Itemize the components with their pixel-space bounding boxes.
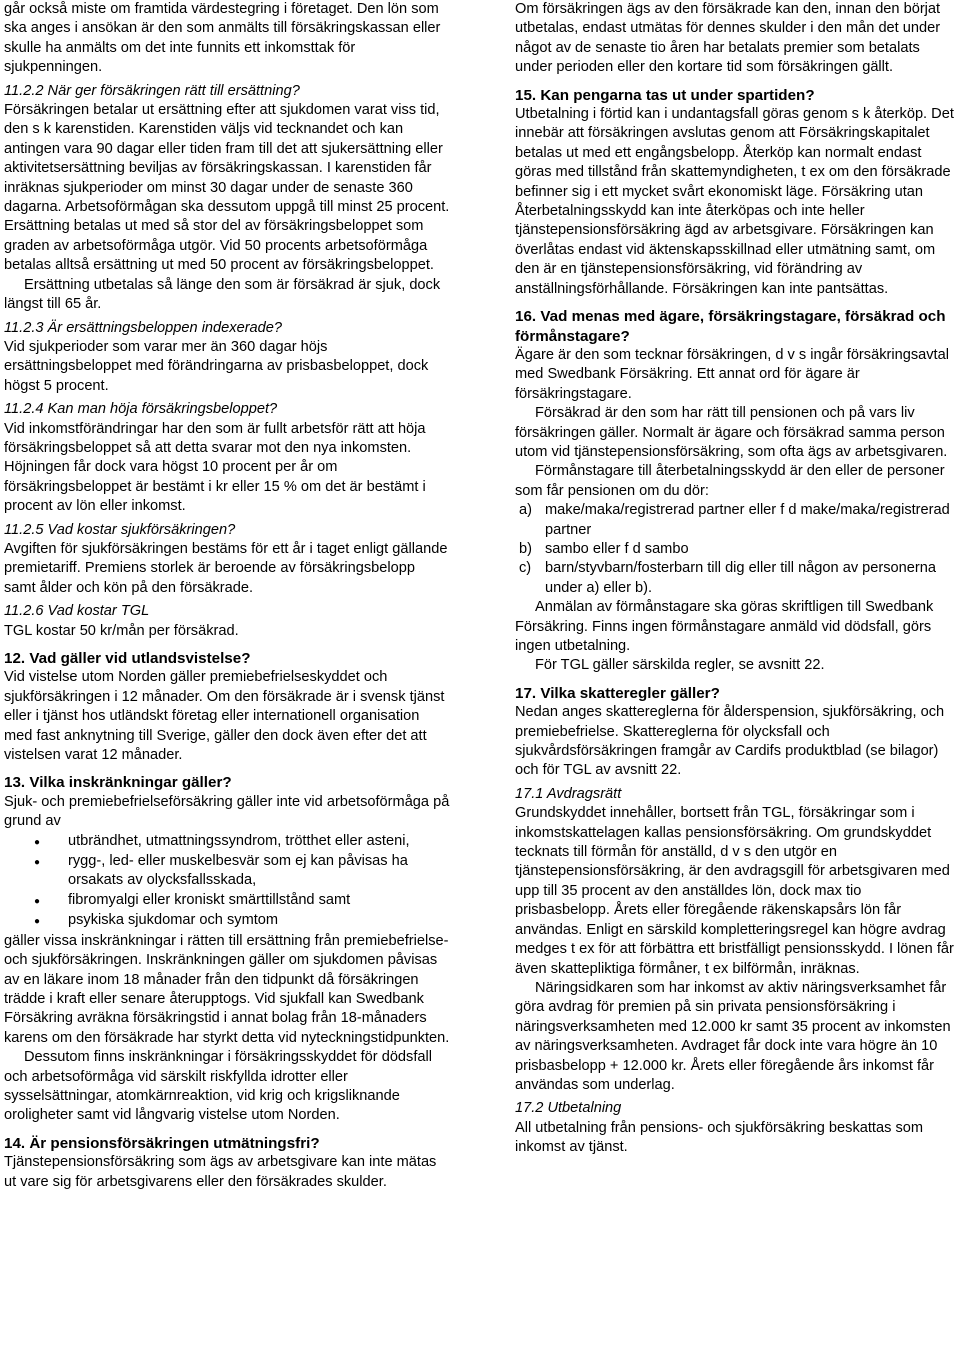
- paragraph: Försäkringen betalar ut ersättning efter att sjukdomen varat viss tid, den s k karenstiden. Karenstiden väljs vid tecknandet och kan antingen vara 90 dagar eller tiden fram till det att sjukersättning eller aktivitetsersättning beviljas av försäkringskassan. I karenstiden får inräknas sjukperioder om minst 30 dagar under de senaste 360 dagarna. Arbetsoförmågan ska dessutom uppgå till minst 25 procent. Ersättning betalas ut med så stor del av försäkringsbeloppet som graden av arbetsoförmåga utgör. Vid 50 procents arbetsoförmåga betalas alltså ersättning ut med 50 procent av försäkringsbeloppet.: [4, 102, 450, 274]
- heading-11-2-5: 11.2.5 Vad kostar sjukförsäkringen?: [4, 521, 236, 538]
- list-item: ● psykiska sjukdomar och symtom: [4, 911, 450, 931]
- paragraph: TGL kostar 50 kr/mån per försäkrad.: [4, 622, 239, 639]
- paragraph: Dessutom finns inskränkningar i försäkringsskyddet för dödsfall och arbetsoförmåga vid särskilt riskfyllda idrotter eller sysselsättningar, atomkärnreaktion, vid krig och krigsliknande oroligheter samt vid långvarig vistelse utom Norden.: [4, 1049, 432, 1124]
- paragraph: För TGL gäller särskilda regler, se avsnitt 22.: [535, 657, 825, 674]
- heading-17-1: 17.1 Avdragsrätt: [515, 785, 622, 802]
- paragraph: Tjänstepensionsförsäkring som ägs av arbetsgivare kan inte mätas ut vare sig för arbetsgivarens eller den försäkrades skulder.: [4, 1154, 437, 1190]
- heading-11-2-3: 11.2.3 Är ersättningsbeloppen indexerade?: [4, 319, 283, 336]
- heading-15: 15. Kan pengarna tas ut under spartiden?: [515, 86, 815, 104]
- bullet-icon: [4, 832, 68, 852]
- list-item: a) make/maka/registrerad partner eller f d make/maka/registrerad partner: [519, 502, 950, 538]
- list-item: ● rygg-, led- eller muskelbesvär som ej kan påvisas ha orsakats av olycksfallsskada,: [4, 852, 450, 891]
- heading-14: 14. Är pensionsförsäkringen utmätningsfri?: [4, 1134, 320, 1152]
- paragraph: Vid inkomstförändringar har den som är fullt arbetsför rätt att höja försäkringsbeloppet så att detta svarar mot den nya inkomsten. Höjningen får dock vara högst 10 procent per år om försäkringsbeloppet är bestämt i kr eller 15 % om det är bestämt i procent av lön eller inkomst.: [4, 420, 426, 515]
- left-column: [4, 0, 450, 1192]
- paragraph: Försäkrad är den som har rätt till pensionen och på vars liv försäkringen gäller. Normalt är ägare och försäkrad samma person utom vid tjänstepensionsförsäkring, som ofta ägs av arbetsgivaren.: [515, 405, 948, 460]
- bullet-icon: [4, 852, 68, 891]
- list-item: b) sambo eller f d sambo: [519, 540, 689, 557]
- bullet-icon: [4, 891, 68, 911]
- heading-11-2-4: 11.2.4 Kan man höja försäkringsbeloppet?: [4, 401, 278, 418]
- heading-16: 16. Vad menas med ägare, försäkringstagare, försäkrad och förmånstagare?: [515, 308, 946, 345]
- paragraph: All utbetalning från pensions- och sjukförsäkring beskattas som inkomst av tjänst.: [515, 1119, 924, 1156]
- paragraph: Utbetalning i förtid kan i undantagsfall göras genom s k återköp. Det innebär att försäkringen avslutas genom att Försäkringskapitalet betalas ut med ett engångsbelopp. Återköp kan normalt endast göras med tillstånd från skattemyndigheten, t ex om den försäkrade befinner sig i ett mycket svårt ekonomiskt läge. Försäkring utan Återbetalningsskydd kan inte återköpas och inte heller tjänstepensionsförsäkring ägd av arbetsgivare. Försäkringen kan överlåtas endast vid äktenskapsskillnad eller utmätning samt, om den är en tjänstepensionsförsäkring, vid förändring av anställningsförhållande. Försäkringen kan inte pantsättas.: [515, 106, 954, 297]
- intro-paragraph: Om försäkringen ägs av den försäkrade kan den, innan den börjat utbetalas, endast utmätas för dennes skulder i den mån det under något av de senaste tio åren har betalats premier som betalats under perioden eller den kortare tid som försäkringen gällt.: [515, 1, 941, 76]
- heading-11-2-2: 11.2.2 När ger försäkringen rätt till ersättning?: [4, 82, 300, 99]
- right-column: [515, 0, 958, 1158]
- paragraph: Nedan anges skattereglerna för ålderspension, sjukförsäkring, och premiebefrielse. Skattereglerna för olycksfall och sjukvårdsförsäkringen framgår av Cardifs produktblad (se bilagor) och för TGL av avsnitt 22.: [515, 704, 945, 779]
- paragraph: Vid sjukperioder som varar mer än 360 dagar höjs ersättningsbeloppet med förändringarna av prisbasbeloppet, dock högst 5 procent.: [4, 338, 429, 394]
- list-item: c) barn/styvbarn/fosterbarn till dig eller till någon av personerna under a) eller b).: [519, 560, 937, 596]
- paragraph: Avgiften för sjukförsäkringen bestäms för ett år i taget enligt gällande premietariff. Premiens storlek är beroende av försäkringsbelopp samt ålder och kön på den försäkrade.: [4, 540, 448, 596]
- heading-13: 13. Vilka inskränkningar gäller?: [4, 774, 232, 792]
- paragraph: gäller vissa inskränkningar i rätten till ersättning från premiebefrielse- och sjukförsäkringen. Inskränkningen gäller om sjukdomen påvisas av en läkare inom 18 månader från den tidpunkt då försäkringen trädde i kraft eller senare återupptogs. Vid sjukfall kan Swedbank Försäkring avräkna försäkringstid i annat bolag från 18-månaders karens om den försäkrade har styrkt detta vid nyteckningstidpunkten.: [4, 932, 450, 1046]
- letter-list: [515, 501, 958, 598]
- bullet-list: [4, 832, 450, 932]
- paragraph: Ersättning utbetalas så länge den som är försäkrad är sjuk, dock längst till 65 år.: [4, 276, 441, 313]
- paragraph: Vid vistelse utom Norden gäller premiebefrielseskyddet och sjukförsäkringen i 12 månader. Om den försäkrade är i svensk tjänst eller i tjänst hos utländskt företag eller internationell organisation med fast anknytning till Sverige, gäller den dock även efter det att vistelsen varat 12 månader.: [4, 669, 445, 764]
- paragraph: Sjuk- och premiebefrielseförsäkring gäller inte vid arbetsoförmåga på grund av: [4, 793, 450, 830]
- paragraph: Anmälan av förmånstagare ska göras skriftligen till Swedbank Försäkring. Finns ingen förmånstagare anmäld vid dödsfall, görs ingen utbetalning.: [515, 599, 934, 654]
- bullet-icon: [4, 911, 68, 931]
- list-item: ● utbrändhet, utmattningssyndrom, trötthet eller asteni,: [4, 832, 450, 852]
- heading-11-2-6: 11.2.6 Vad kostar TGL: [4, 603, 150, 620]
- heading-17-2: 17.2 Utbetalning: [515, 1100, 622, 1117]
- paragraph: Ägare är den som tecknar försäkringen, d v s ingår försäkringsavtal med Swedbank Försäkring. Ett annat ord för ägare är försäkringstagare.: [515, 346, 949, 402]
- intro-paragraph: går också miste om framtida värdestegring i företaget. Den lön som ska anges i ansökan är den som anmälts till försäkringskassan eller skulle ha anmälts om det inte funnits ett inkomsttak för sjukpenningen.: [4, 1, 441, 76]
- heading-17: 17. Vilka skatteregler gäller?: [515, 684, 720, 702]
- heading-12: 12. Vad gäller vid utlandsvistelse?: [4, 650, 251, 667]
- paragraph: Grundskyddet innehåller, bortsett från TGL, försäkringar som i inkomstskattelagen kallas pensionsförsäkring. Om grundskyddet tecknats till förmån för anställd, d v s den utgör en tjänstepensionsförsäkring, är den avdragsgill för arbetsgivaren med upp till 35 procent av den anställdes lön, dock max tio prisbasbelopp. Årets eller föregående räkenskapsårs lön får användas. Enligt en särskild kompletteringsregel kan högre avdrag medges t ex för att förbättra ett bristfälligt pensionsskydd. I lönen får även skattepliktiga förmåner, t ex bilförmån, inräknas.: [515, 805, 954, 977]
- paragraph: Näringsidkaren som har inkomst av aktiv näringsverksamhet får göra avdrag för premien på sin privata pensionsförsäkring i näringsverksamheten med 12.000 kr samt 35 procent av inkomsten av näringsverksamheten. Avdraget får dock inte vara högre än 10 prisbasbelopp + 12.000 kr. Årets eller föregående års inkomst får användas som underlag.: [515, 979, 951, 1093]
- list-item: ● fibromyalgi eller kroniskt smärttillstånd samt: [4, 891, 450, 911]
- paragraph: Förmånstagare till återbetalningsskydd är den eller de personer som får pensionen om du dör:: [515, 463, 945, 499]
